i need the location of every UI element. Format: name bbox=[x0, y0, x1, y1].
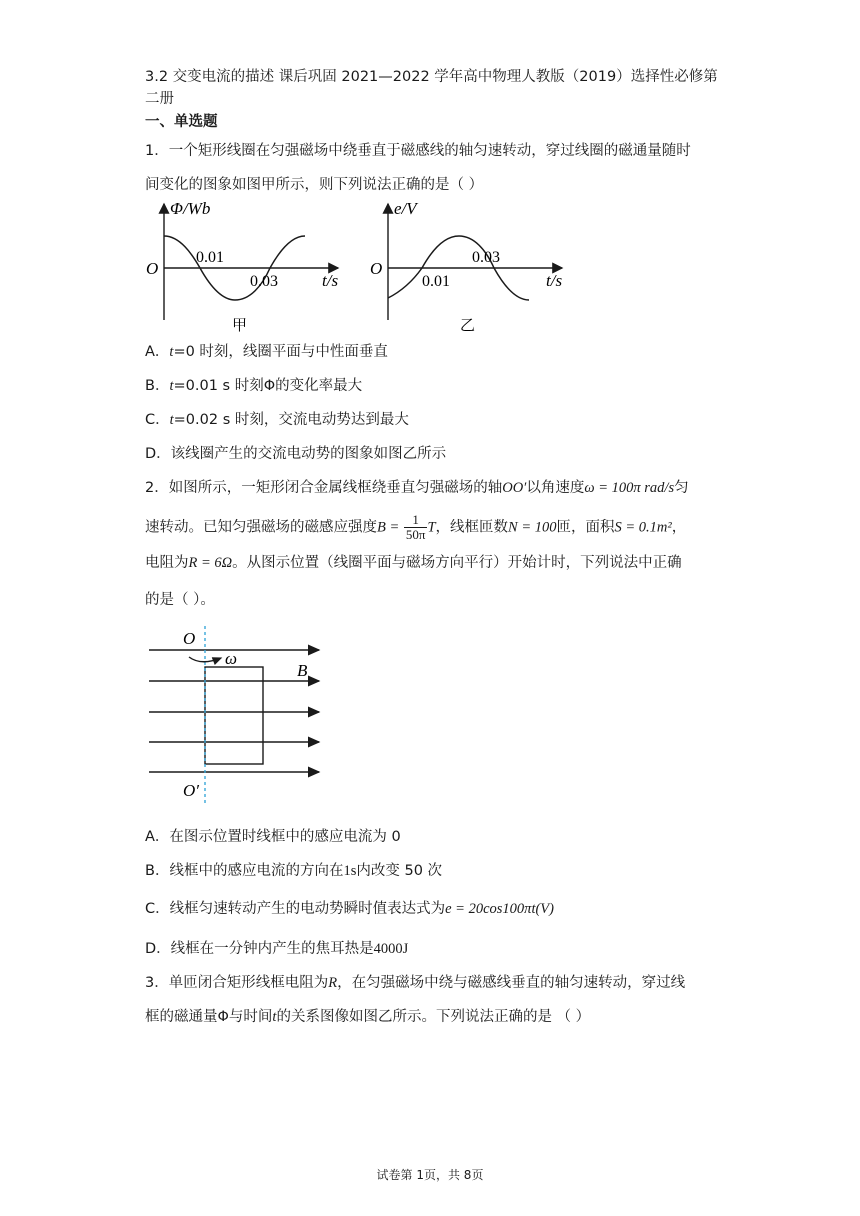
q2-stem-line-3: 电阻为R = 6Ω。从图示位置（线圈平面与磁场方向平行）开始计时，下列说法中正确 bbox=[145, 555, 682, 571]
yi-origin: O bbox=[370, 259, 383, 278]
q1-option-b: B．t=0.01 s 时刻Φ的变化率最大 bbox=[145, 378, 363, 394]
q2-stem-line-1: 2．如图所示，一矩形闭合金属线框绕垂直匀强磁场的轴OO′以角速度ω = 100π rad/s匀 bbox=[145, 480, 689, 496]
q2-label-omega: ω bbox=[225, 649, 238, 668]
jia-tick-2: 0.03 bbox=[250, 273, 278, 290]
q1-option-a: A．t=0 时刻，线圈平面与中性面垂直 bbox=[145, 344, 388, 360]
q2-stem-line-4: 的是（ ）。 bbox=[145, 592, 215, 608]
q1-stem-line-1: 1．一个矩形线圈在匀强磁场中绕垂直于磁感线的轴匀速转动，穿过线圈的磁通量随时 bbox=[145, 143, 691, 159]
jia-tick-1: 0.01 bbox=[196, 249, 224, 266]
q1-figure-jia bbox=[140, 198, 350, 338]
q2-label-o: O bbox=[183, 629, 196, 648]
q1-stem-line-2: 间变化的图象如图甲所示，则下列说法正确的是（ ） bbox=[145, 177, 484, 193]
q2-label-b: B bbox=[297, 661, 308, 680]
yi-xlabel: t/s bbox=[546, 271, 563, 290]
q1-figure-yi bbox=[364, 198, 574, 338]
q2-stem-line-2: 速转动。已知匀强磁场的磁感应强度B = $\frac{1}{50\pi}$ T，线框匝数N = 100匝，面积S = 0.1m²， bbox=[145, 512, 687, 542]
q2-b-fraction: $\frac{1}{50\pi}$ bbox=[405, 512, 426, 542]
q2-option-d: D．线框在一分钟内产生的焦耳热是4000J bbox=[145, 941, 409, 957]
q3-stem-line-2: 框的磁通量Φ与时间t的关系图像如图乙所示。下列说法正确的是 （ ） bbox=[145, 1009, 591, 1025]
q1-option-c: C．t=0.02 s 时刻，交流电动势达到最大 bbox=[145, 412, 409, 428]
q2-option-a: A．在图示位置时线框中的感应电流为 0 bbox=[145, 829, 401, 845]
q2-option-c: C．线框匀速转动产生的电动势瞬时值表达式为e = 20cos100πt(V) bbox=[145, 901, 554, 917]
q2-figure-rotating-frame bbox=[145, 624, 335, 804]
page-footer: 试卷第 1页，共 8页 bbox=[376, 1168, 484, 1182]
title-line-1: 3.2 交变电流的描述 课后巩固 2021—2022 学年高中物理人教版（2019）选择性必修第 bbox=[145, 69, 718, 85]
jia-ylabel: Φ/Wb bbox=[170, 199, 211, 218]
yi-tick-1: 0.01 bbox=[422, 273, 450, 290]
yi-tick-2: 0.03 bbox=[472, 249, 500, 266]
yi-caption: 乙 bbox=[460, 316, 476, 334]
title-line-2: 二册 bbox=[145, 91, 174, 107]
q3-stem-line-1: 3．单匝闭合矩形线框电阻为R，在匀强磁场中绕与磁感线垂直的轴匀速转动，穿过线 bbox=[145, 975, 686, 991]
q1-option-d: D．该线圈产生的交流电动势的图象如图乙所示 bbox=[145, 446, 447, 462]
jia-caption: 甲 bbox=[232, 316, 248, 334]
q2-label-o-prime: O′ bbox=[183, 781, 199, 800]
jia-origin: O bbox=[146, 259, 159, 278]
jia-xlabel: t/s bbox=[322, 271, 339, 290]
q2-option-b: B．线框中的感应电流的方向在1s内改变 50 次 bbox=[145, 863, 443, 879]
yi-ylabel: e/V bbox=[394, 199, 417, 218]
section-heading: 一、单选题 bbox=[145, 114, 218, 130]
